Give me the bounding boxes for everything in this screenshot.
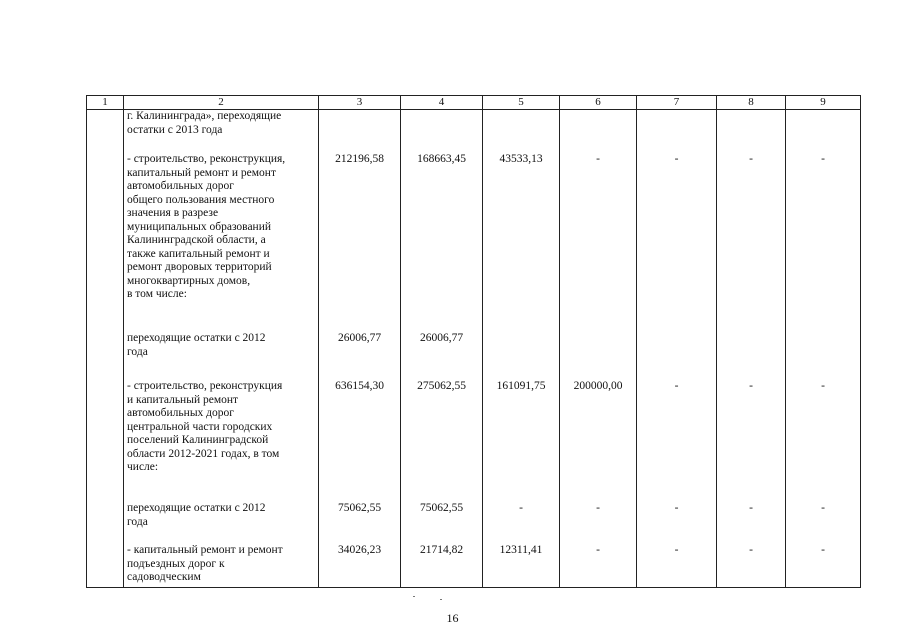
value-cell: -: [674, 153, 679, 165]
value-cell: 75062,55: [337, 502, 382, 514]
value-cell: [483, 110, 559, 153]
value-cell: 26006,77: [337, 332, 382, 344]
value-cell: -: [674, 544, 679, 556]
row-description: переходящие остатки с 2012 года: [127, 332, 266, 358]
value-cell: -: [519, 502, 523, 514]
column-header-9: 9: [786, 96, 861, 110]
value-cell: 21714,82: [419, 544, 464, 556]
column-6: [560, 110, 637, 588]
page-number: 16: [446, 611, 459, 625]
value-cell: [319, 110, 400, 153]
scan-speck: [413, 596, 415, 597]
budget-table: [86, 95, 861, 588]
column-header-7: 7: [637, 96, 717, 110]
value-cell: 161091,75: [496, 380, 546, 392]
value-cell: -: [749, 153, 753, 165]
value-cell: -: [749, 544, 753, 556]
value-cell: [786, 332, 860, 380]
row-description: переходящие остатки с 2012 года: [127, 502, 266, 528]
value-cell: 636154,30: [335, 380, 384, 392]
row-description: - строительство, реконструкция, капитальный ремонт и ремонт автомобильных дорог общего пользования местного значения в разрезе муниципальных образований Калининградской области, а также капитальный ремонт и ремонт дворовых территорий многоквартирных домов, в том числе:: [127, 153, 286, 300]
header-row: [87, 96, 861, 110]
column-5: [483, 110, 560, 588]
column-header-4: 4: [401, 96, 483, 110]
scan-speck: [440, 599, 442, 600]
value-cell: -: [674, 380, 679, 392]
value-cell: -: [821, 502, 825, 514]
value-cell: 200000,00: [573, 380, 623, 392]
row-description: г. Калининграда», переходящие остатки с 2013 года: [127, 110, 282, 136]
value-cell: -: [749, 502, 753, 514]
column-header-3: 3: [319, 96, 401, 110]
value-cell: -: [596, 153, 600, 165]
column-header-8: 8: [717, 96, 786, 110]
value-cell: -: [749, 380, 753, 392]
value-cell: -: [821, 153, 825, 165]
column-header-1: 1: [87, 96, 124, 110]
value-cell: -: [596, 502, 600, 514]
value-cell: 43533,13: [499, 153, 543, 165]
description-column: [124, 110, 319, 588]
column-header-5: 5: [483, 96, 560, 110]
column-3: [319, 110, 401, 588]
value-cell: 12311,41: [499, 544, 543, 556]
value-cell: [560, 110, 636, 153]
column-8: [717, 110, 786, 588]
value-cell: [637, 332, 716, 380]
value-cell: 275062,55: [417, 380, 466, 392]
table-body-row: [87, 110, 861, 588]
row-number-cell: [87, 110, 124, 588]
value-cell: [401, 110, 482, 153]
value-cell: -: [596, 544, 600, 556]
column-header-2: 2: [124, 96, 319, 110]
value-cell: 34026,23: [337, 544, 382, 556]
row-description: - строительство, реконструкция и капитальный ремонт автомобильных дорог центральной части городских поселений Калининградской области 2012-2021 годах, в том числе:: [127, 380, 283, 473]
value-cell: [717, 110, 785, 153]
column-header-6: 6: [560, 96, 637, 110]
value-cell: [717, 332, 785, 380]
row-description: - капитальный ремонт и ремонт подъездных дорог к садоводческим: [127, 544, 283, 583]
value-cell: [483, 332, 559, 380]
column-9: [786, 110, 861, 588]
value-cell: 26006,77: [419, 332, 464, 344]
value-cell: 212196,58: [335, 153, 384, 165]
value-cell: 168663,45: [417, 153, 466, 165]
value-cell: [560, 332, 636, 380]
value-cell: -: [821, 544, 825, 556]
value-cell: -: [821, 380, 825, 392]
value-cell: -: [674, 502, 679, 514]
value-cell: [637, 110, 716, 153]
value-cell: [786, 110, 860, 153]
column-7: [637, 110, 717, 588]
column-4: [401, 110, 483, 588]
value-cell: 75062,55: [419, 502, 464, 514]
